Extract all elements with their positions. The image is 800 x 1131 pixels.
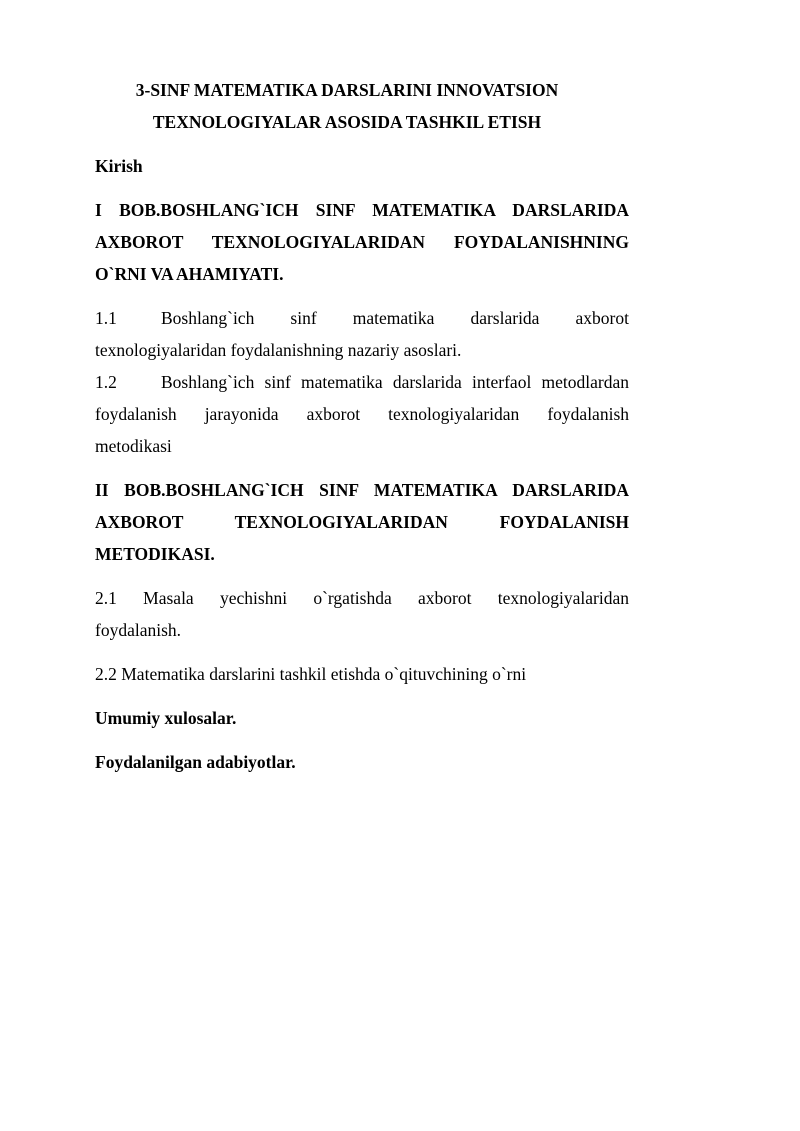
chapter-1-line-1: I BOB.BOSHLANG`ICH SINF MATEMATIKA DARSLARIDA — [95, 200, 629, 220]
chapter-2-line-3: METODIKASI. — [95, 544, 215, 564]
section-1-2-number: 1.2 — [95, 372, 117, 392]
intro-heading: Kirish — [95, 156, 143, 176]
section-1-2-line-1 — [95, 366, 629, 398]
document-title — [65, 74, 629, 138]
section-1-1 — [95, 302, 629, 366]
section-2-1 — [95, 582, 629, 646]
section-1-1-line-2: texnologiyalaridan foydalanishning nazariy asoslari. — [95, 340, 462, 360]
section-1-2-text: Boshlang`ich sinf matematika darslarida interfaol metodlardan — [161, 372, 629, 392]
section-2-1-line-2: foydalanish. — [95, 620, 182, 640]
chapter-2-heading — [95, 474, 629, 570]
section-2-2: 2.2 Matematika darslarini tashkil etishda o`qituvchining o`rni — [95, 664, 527, 684]
section-1-2-line-3: metodikasi — [95, 436, 172, 456]
references-heading: Foydalanilgan adabiyotlar. — [95, 752, 296, 772]
section-1-1-line-1 — [95, 302, 629, 334]
chapter-1-line-3: O`RNI VA AHAMIYATI. — [95, 264, 284, 284]
section-2-1-line-1: 2.1 Masala yechishni o`rgatishda axborot texnologiyalaridan — [95, 588, 629, 608]
chapter-1-heading — [95, 194, 629, 290]
conclusions-heading: Umumiy xulosalar. — [95, 708, 237, 728]
chapter-1-line-2: AXBOROT TEXNOLOGIYALARIDAN FOYDALANISHNING — [95, 232, 629, 252]
chapter-2-line-2: AXBOROT TEXNOLOGIYALARIDAN FOYDALANISH — [95, 512, 629, 532]
section-1-1-text: Boshlang`ich sinf matematika darslarida axborot — [161, 308, 629, 328]
section-1-2 — [95, 366, 629, 462]
title-line-2: TEXNOLOGIYALAR ASOSIDA TASHKIL ETISH — [152, 112, 542, 132]
title-line-1: 3-SINF MATEMATIKA DARSLARINI INNOVATSION — [135, 80, 559, 100]
chapter-2-line-1: II BOB.BOSHLANG`ICH SINF MATEMATIKA DARSLARIDA — [95, 480, 629, 500]
section-1-2-line-2: foydalanish jarayonida axborot texnologiyalaridan foydalanish — [95, 404, 629, 424]
section-1-1-number: 1.1 — [95, 308, 117, 328]
